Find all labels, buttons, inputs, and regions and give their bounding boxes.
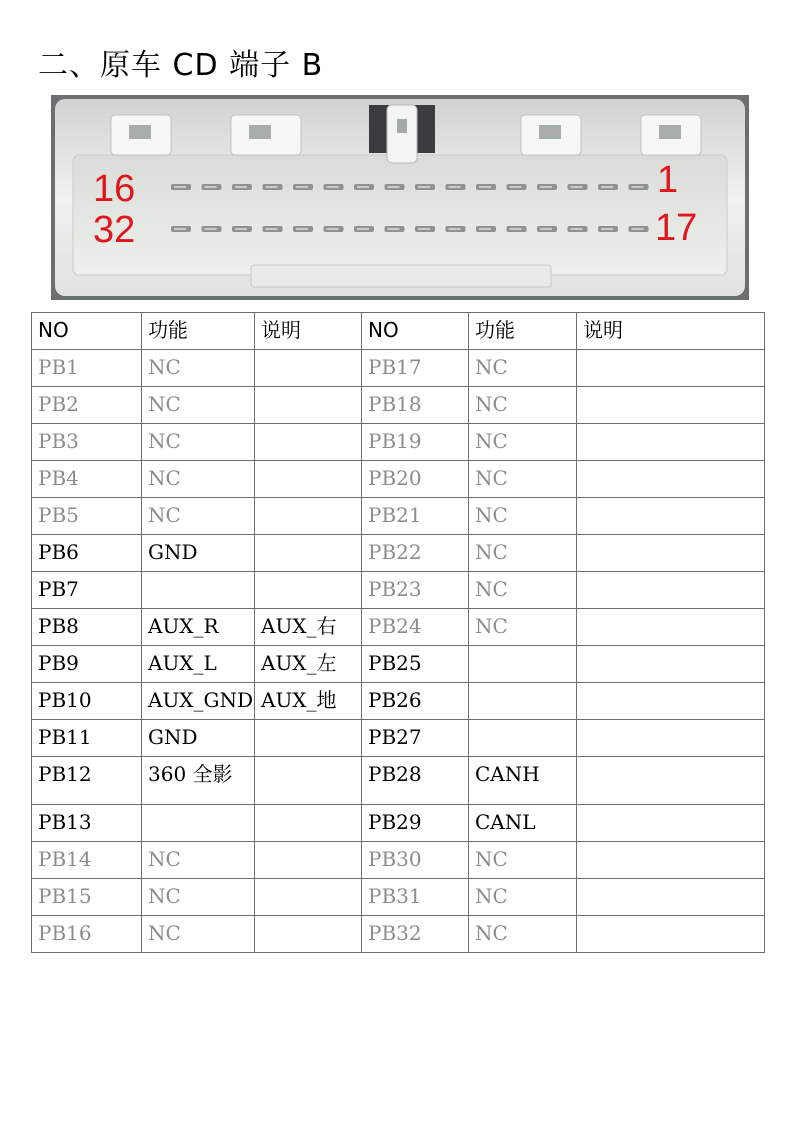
connector-pin-highlight [601,228,613,230]
pin-function-left: NC [142,387,255,424]
connector-pin-highlight [571,228,583,230]
connector-pin-highlight [510,186,522,188]
pin-no-left: PB10 [32,683,142,720]
pin-description-right [577,424,765,461]
pin-description-right [577,879,765,916]
table-row [32,387,765,424]
pin-function-left: AUX_L [142,646,255,683]
pin-no-left: PB11 [32,720,142,757]
header-function-right: 功能 [469,313,577,350]
pin-no-left: PB13 [32,805,142,842]
pin-no-left: PB15 [32,879,142,916]
connector-pin-highlight [571,186,583,188]
pin-description-right [577,461,765,498]
pin-no-left: PB16 [32,916,142,953]
pin-description-right [577,498,765,535]
table-row [32,535,765,572]
connector-pin-highlight [327,186,339,188]
pin-no-left: PB6 [32,535,142,572]
connector-pin-highlight [540,228,552,230]
table-row [32,572,765,609]
pin-function-right: NC [469,498,577,535]
pin-description-left [255,757,362,805]
pin-function-right: NC [469,916,577,953]
pin-function-left: NC [142,916,255,953]
table-row [32,757,765,805]
table-row [32,498,765,535]
pin-no-right: PB17 [362,350,469,387]
pin-description-left [255,572,362,609]
table-row [32,916,765,953]
pin-no-right: PB19 [362,424,469,461]
pin-description-left [255,720,362,757]
table-row [32,424,765,461]
pin-function-right [469,683,577,720]
table-row [32,842,765,879]
pin-description-left [255,879,362,916]
pin-function-right: NC [469,572,577,609]
pin-no-left: PB8 [32,609,142,646]
header-description-right: 说明 [577,313,765,350]
pin-no-left: PB12 [32,757,142,805]
pin-description-left [255,805,362,842]
pin-label-16: 16 [93,168,136,210]
connector-pin-highlight [296,186,308,188]
pin-no-right: PB24 [362,609,469,646]
pin-no-right: PB18 [362,387,469,424]
pin-table-body [32,350,765,953]
pin-function-left: AUX_R [142,609,255,646]
pin-function-right [469,646,577,683]
pin-description-right [577,572,765,609]
connector-pin-highlight [510,228,522,230]
pin-function-right: NC [469,424,577,461]
table-header-row [32,313,765,350]
pin-description-right [577,916,765,953]
table-row [32,646,765,683]
table-row [32,879,765,916]
pin-function-right: NC [469,535,577,572]
connector-pin-highlight [357,228,369,230]
table-row [32,805,765,842]
pin-no-right: PB29 [362,805,469,842]
pin-no-left: PB1 [32,350,142,387]
pin-function-left: GND [142,720,255,757]
connector-photo [51,95,749,300]
pin-no-left: PB4 [32,461,142,498]
pin-no-right: PB30 [362,842,469,879]
connector-pin-highlight [449,186,461,188]
connector-pin-highlight [357,186,369,188]
pin-no-left: PB5 [32,498,142,535]
pin-function-right: NC [469,879,577,916]
connector-pin-highlight [174,228,186,230]
connector-pin-highlight [449,228,461,230]
pin-function-left: NC [142,879,255,916]
pin-function-right: NC [469,387,577,424]
pin-no-left: PB7 [32,572,142,609]
pin-no-right: PB25 [362,646,469,683]
pin-function-left: GND [142,535,255,572]
pin-description-left [255,350,362,387]
pin-description-right [577,842,765,879]
pin-no-right: PB21 [362,498,469,535]
connector-pin-highlight [235,228,247,230]
pin-function-left: NC [142,498,255,535]
pin-no-left: PB9 [32,646,142,683]
pin-description-left: AUX_右 [255,609,362,646]
pin-description-right [577,720,765,757]
pin-function-right: NC [469,842,577,879]
pin-function-left: AUX_GND [142,683,255,720]
pin-no-right: PB31 [362,879,469,916]
pin-function-right: CANH [469,757,577,805]
pin-label-1: 1 [657,159,679,201]
pin-description-right [577,805,765,842]
pin-description-left [255,387,362,424]
pin-description-left [255,916,362,953]
connector-pin-highlight [479,186,491,188]
pin-function-right [469,720,577,757]
pin-function-right: NC [469,609,577,646]
connector-pin-highlight [418,228,430,230]
connector-pin-highlight [296,228,308,230]
pin-no-left: PB14 [32,842,142,879]
pin-description-left [255,424,362,461]
pin-function-left: 360 全影 [142,757,255,805]
pin-description-left [255,535,362,572]
pin-description-right [577,535,765,572]
header-no-left: NO [32,313,142,350]
connector-pin-highlight [388,228,400,230]
pin-function-left [142,572,255,609]
connector-pin-highlight [174,186,186,188]
connector-pin-highlight [205,186,217,188]
connector-pin-highlight [235,186,247,188]
connector-pin-highlight [266,228,278,230]
connector-pin-highlight [205,228,217,230]
pin-function-right: NC [469,461,577,498]
table-row [32,720,765,757]
header-function-left: 功能 [142,313,255,350]
pin-function-right: CANL [469,805,577,842]
pin-label-32: 32 [93,209,136,251]
pin-no-right: PB32 [362,916,469,953]
table-row [32,350,765,387]
header-description-left: 说明 [255,313,362,350]
connector-pin-highlight [601,186,613,188]
pin-no-right: PB22 [362,535,469,572]
pin-no-left: PB3 [32,424,142,461]
pin-no-right: PB23 [362,572,469,609]
table-row [32,461,765,498]
pin-function-left: NC [142,424,255,461]
pin-no-right: PB27 [362,720,469,757]
page-title: 二、原车 CD 端子 B [38,48,324,83]
pin-function-left: NC [142,461,255,498]
pin-function-left [142,805,255,842]
pin-description-right [577,609,765,646]
pin-description-right [577,350,765,387]
connector-pin-highlight [632,186,644,188]
pin-function-left: NC [142,350,255,387]
pin-label-17: 17 [655,207,698,249]
pin-description-right [577,387,765,424]
connector-pin-highlight [418,186,430,188]
connector-pin-highlight [266,186,278,188]
connector-pin-highlight [327,228,339,230]
table-row [32,609,765,646]
connector-pin-highlight [388,186,400,188]
pin-description-left: AUX_左 [255,646,362,683]
table-row [32,683,765,720]
connector-pin-highlight [632,228,644,230]
pin-description-right [577,646,765,683]
pin-no-right: PB26 [362,683,469,720]
header-no-right: NO [362,313,469,350]
pin-no-right: PB28 [362,757,469,805]
pin-table [31,312,765,953]
connector-pin-highlight [540,186,552,188]
pin-description-right [577,757,765,805]
pin-description-left [255,842,362,879]
pin-description-right [577,683,765,720]
pin-description-left [255,498,362,535]
pin-description-left [255,461,362,498]
pin-no-left: PB2 [32,387,142,424]
connector-pin-highlight [479,228,491,230]
pin-function-right: NC [469,350,577,387]
pin-no-right: PB20 [362,461,469,498]
pin-description-left: AUX_地 [255,683,362,720]
pin-function-left: NC [142,842,255,879]
